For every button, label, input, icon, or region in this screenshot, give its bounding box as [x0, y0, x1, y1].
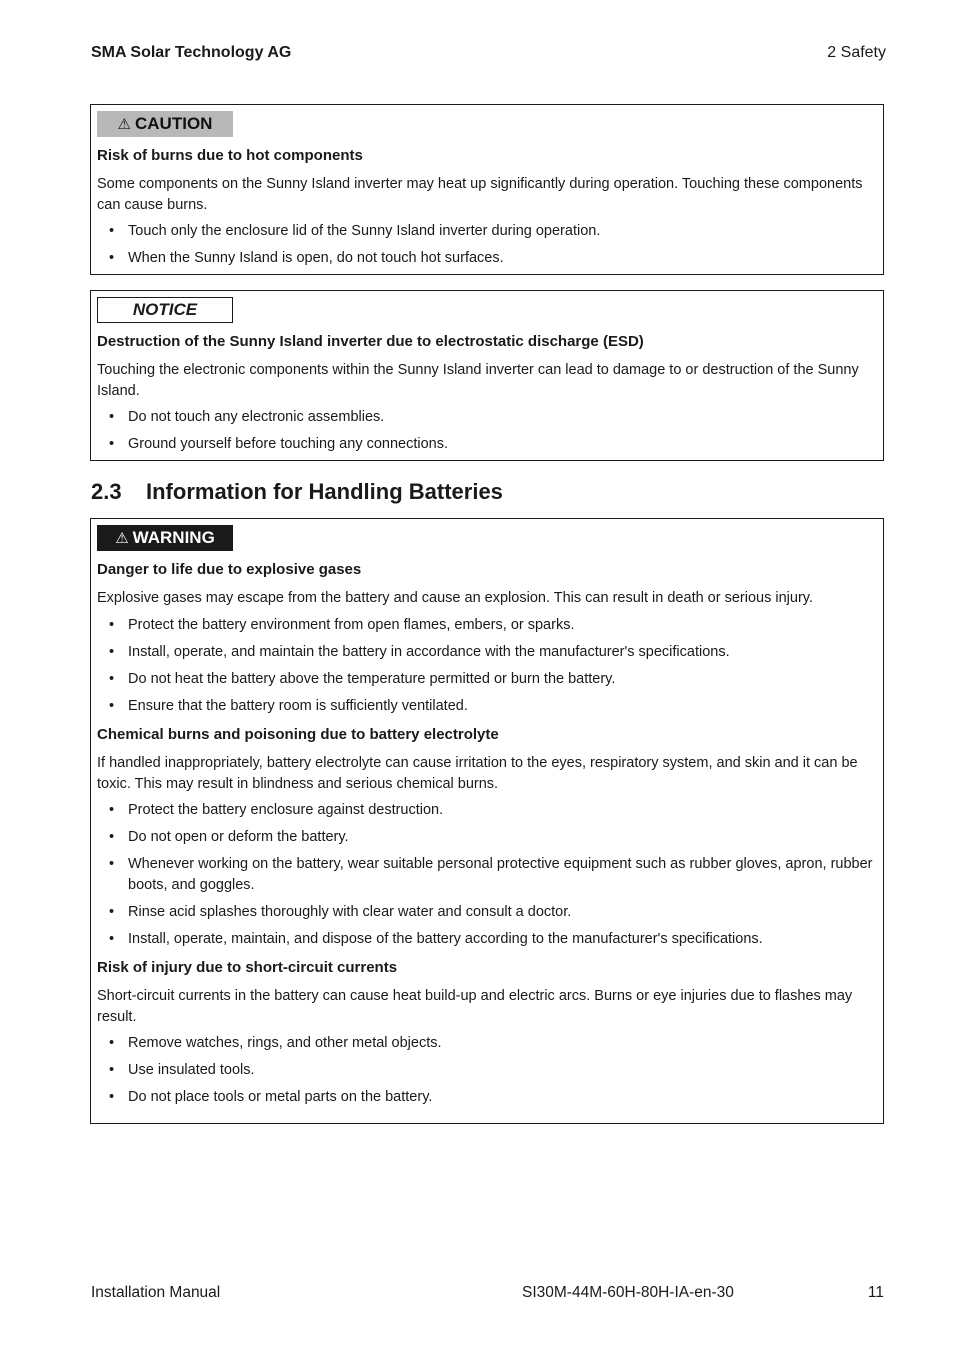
section-heading [91, 479, 503, 505]
list-item: • Touch only the enclosure lid of the Sunny Island inverter during operation. [97, 221, 875, 242]
caution-badge [97, 111, 233, 137]
caution-title: Risk of burns due to hot components [97, 147, 363, 164]
list-item: • Protect the battery enclosure against destruction. [97, 800, 875, 821]
list-item: • Install, operate, maintain, and dispose of the battery according to the manufacturer's specifications. [97, 929, 875, 950]
list-item: • Rinse acid splashes thoroughly with clear water and consult a doctor. [97, 902, 875, 923]
list-item: • Do not heat the battery above the temperature permitted or burn the battery. [97, 669, 875, 690]
list-item: • Remove watches, rings, and other metal objects. [97, 1033, 875, 1054]
list-item: • Do not open or deform the battery. [97, 827, 875, 848]
caution-text: Some components on the Sunny Island inverter may heat up significantly during operation. Touching these components can cause burns. [97, 176, 863, 213]
footer-doc-type: Installation Manual [91, 1284, 221, 1301]
warning-box [90, 518, 884, 1124]
caution-box [90, 104, 884, 275]
header-chapter: 2 Safety [827, 44, 886, 61]
footer-doc-code: SI30M-44M-60H-80H-IA-en-30 [522, 1284, 734, 1301]
list-item: • Use insulated tools. [97, 1060, 875, 1081]
warning-block-list [97, 615, 875, 717]
list-item: • Do not place tools or metal parts on the battery. [97, 1087, 875, 1108]
warning-block-list [97, 1033, 875, 1108]
footer-page-number: 11 [867, 1284, 884, 1301]
list-item: • Do not touch any electronic assemblies. [97, 407, 875, 428]
section-title: Information for Handling Batteries [146, 479, 503, 504]
list-item: • Whenever working on the battery, wear suitable personal protective equipment such as rubber gloves, apron, rubber boots, and goggles. [97, 854, 875, 895]
warning-block-title: Danger to life due to explosive gases [97, 561, 362, 578]
notice-list [97, 407, 875, 455]
warning-triangle-icon: ⚠ [115, 530, 129, 547]
list-item: • Protect the battery environment from open flames, embers, or sparks. [97, 615, 875, 636]
warning-triangle-icon: ⚠ [117, 116, 131, 133]
warning-block-text: If handled inappropriately, battery electrolyte can cause irritation to the eyes, respiratory system, and skin and it can be toxic. This may result in blindness and serious chemical burns. [97, 755, 858, 792]
warning-label: WARNING [132, 528, 215, 547]
list-item: • Ground yourself before touching any connections. [97, 434, 875, 455]
warning-block-title: Chemical burns and poisoning due to battery electrolyte [97, 726, 499, 743]
list-item: • When the Sunny Island is open, do not touch hot surfaces. [97, 248, 875, 269]
warning-block-title: Risk of injury due to short-circuit currents [97, 959, 398, 976]
header-company: SMA Solar Technology AG [91, 44, 292, 61]
list-item: • Install, operate, and maintain the battery in accordance with the manufacturer's specifications. [97, 642, 875, 663]
warning-badge [97, 525, 233, 551]
notice-title: Destruction of the Sunny Island inverter due to electrostatic discharge (ESD) [97, 333, 644, 350]
warning-block-list [97, 800, 875, 949]
warning-block-text: Explosive gases may escape from the battery and cause an explosion. This can result in death or serious injury. [97, 590, 813, 606]
notice-text: Touching the electronic components within the Sunny Island inverter can lead to damage to or destruction of the Sunny Island. [97, 362, 859, 399]
list-item: • Ensure that the battery room is sufficiently ventilated. [97, 696, 875, 717]
caution-list [97, 221, 875, 269]
notice-badge: NOTICE [97, 297, 233, 323]
notice-box [90, 290, 884, 461]
warning-block-text: Short-circuit currents in the battery can cause heat build-up and electric arcs. Burns or eye injuries due to flashes may result. [97, 988, 853, 1025]
caution-label: CAUTION [135, 114, 213, 133]
section-number: 2.3 [91, 479, 122, 504]
